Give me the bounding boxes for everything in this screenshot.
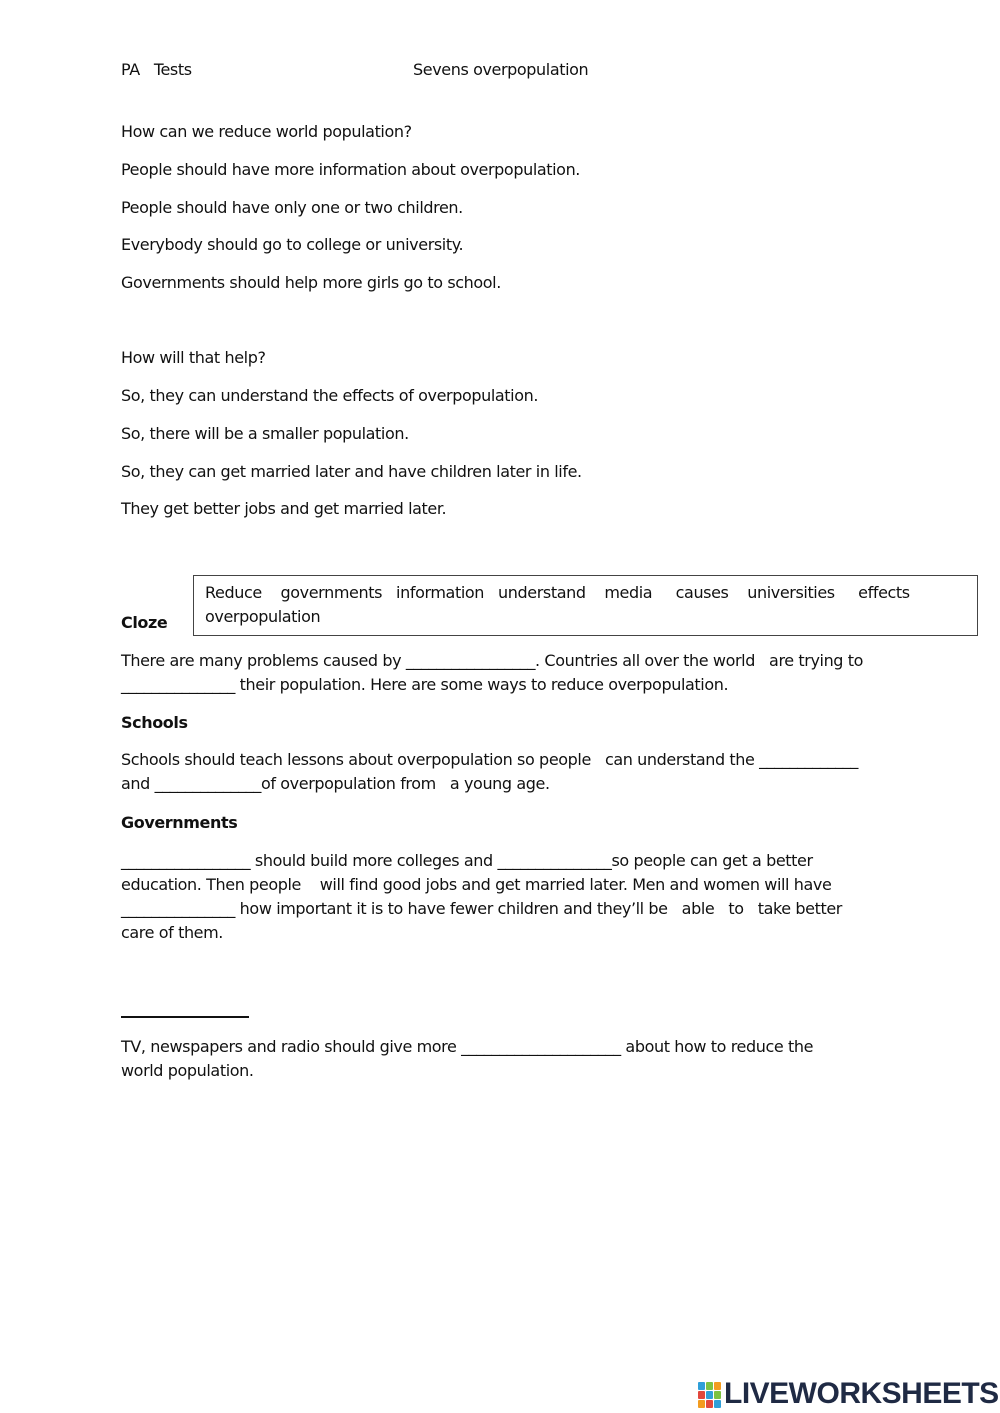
governments-line: _________________ should build more colleges and _______________so people can get a better	[121, 851, 813, 870]
answer-item: People should have only one or two children.	[121, 198, 463, 217]
word-bank-line: overpopulation	[205, 607, 321, 626]
answer-item: They get better jobs and get married later.	[121, 499, 447, 518]
question-how-help: How will that help?	[121, 348, 266, 367]
governments-heading: Governments	[121, 813, 238, 832]
answer-item: So, there will be a smaller population.	[121, 424, 409, 443]
answer-item: So, they can understand the effects of overpopulation.	[121, 386, 539, 405]
answer-item: People should have more information about overpopulation.	[121, 160, 580, 179]
cloze-intro-line: There are many problems caused by _________________. Countries all over the world are trying to	[121, 651, 864, 670]
cloze-intro-line: _______________ their population. Here are some ways to reduce overpopulation.	[121, 675, 729, 694]
governments-line: _______________ how important it is to have fewer children and they’ll be able to take better	[121, 899, 842, 918]
heading-blank-line	[121, 1016, 249, 1018]
schools-heading: Schools	[121, 713, 188, 732]
question-reduce-population: How can we reduce world population?	[121, 122, 412, 141]
logo-text: LIVEWORKSHEETS	[724, 1377, 999, 1410]
schools-line: and ______________of overpopulation from a young age.	[121, 774, 550, 793]
liveworksheets-logo-icon	[698, 1380, 722, 1408]
answer-item: Governments should help more girls go to school.	[121, 273, 501, 292]
answer-item: Everybody should go to college or university.	[121, 235, 464, 254]
header-left: PA Tests	[121, 60, 192, 79]
governments-line: care of them.	[121, 923, 223, 942]
word-bank-line: Reduce governments information understand media causes universities effects	[205, 583, 910, 602]
liveworksheets-logo	[698, 1378, 999, 1410]
governments-line: education. Then people will find good jobs and get married later. Men and women will have	[121, 875, 832, 894]
header-title: Sevens overpopulation	[413, 60, 589, 79]
media-line: world population.	[121, 1061, 254, 1080]
media-line: TV, newspapers and radio should give more _____________________ about how to reduce the	[121, 1037, 814, 1056]
cloze-label: Cloze	[121, 613, 168, 632]
word-bank-box	[193, 575, 978, 636]
schools-line: Schools should teach lessons about overpopulation so people can understand the _____________	[121, 750, 858, 769]
answer-item: So, they can get married later and have children later in life.	[121, 462, 582, 481]
